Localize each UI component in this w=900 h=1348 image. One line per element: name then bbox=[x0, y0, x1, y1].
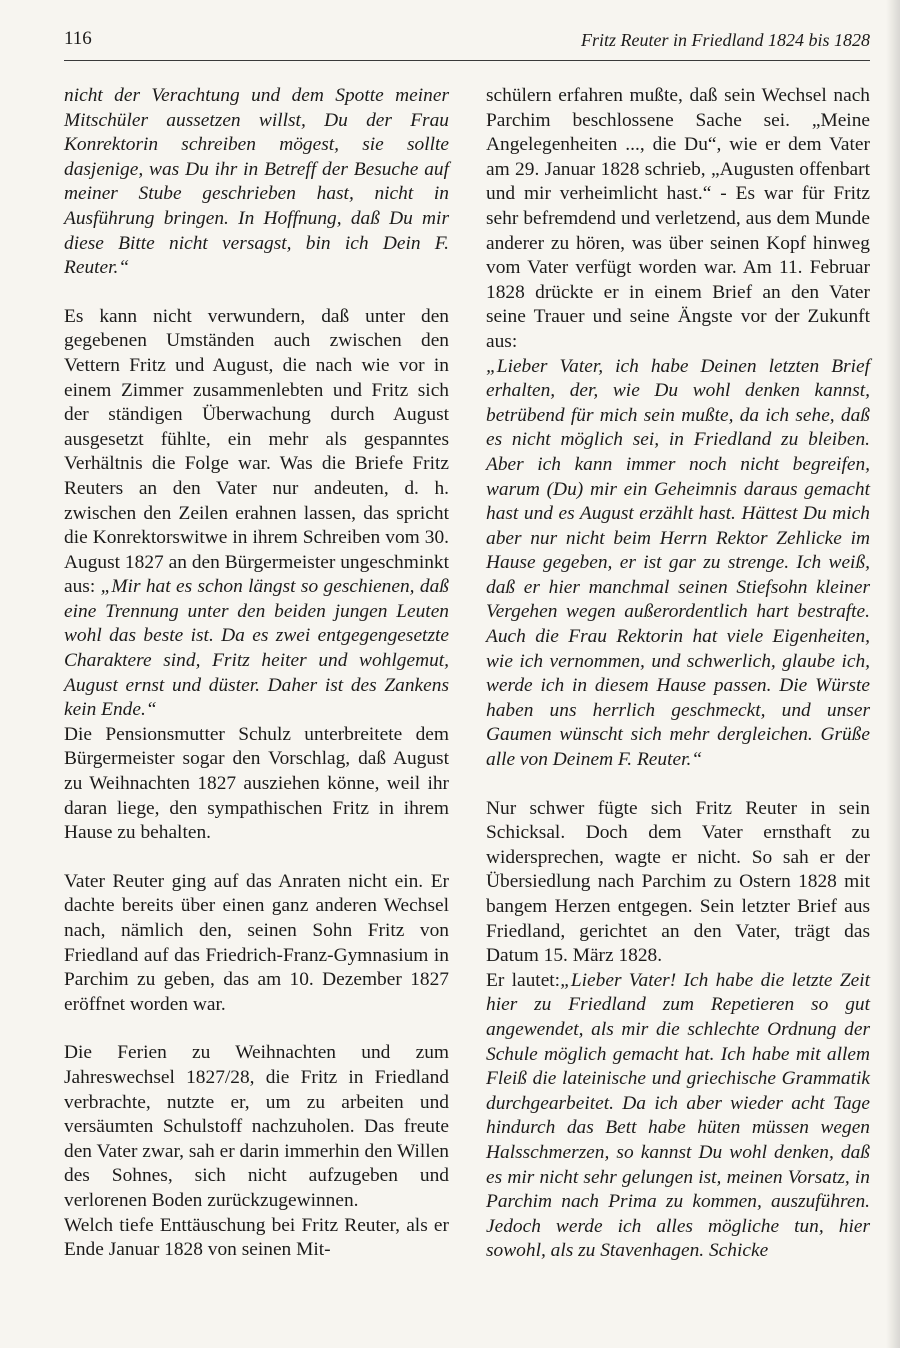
paragraph: Vater Reuter ging auf das Anraten nicht ein. Er dachte bereits über einen ganz anderen Wechsel nach, nämlich den, seinen Sohn Fritz von Friedland auf das Friedrich-Franz-Gymnasium in Parchim zu geben, das am 10. Dezember 1827 eröffnet worden war. bbox=[64, 870, 449, 1015]
quote-text: „Lieber Vater! Ich habe die letzte Zeit hier zu Friedland zum Repetieren so gut angewendet, als mir die schlechte Ordnung der Schule möglich gemacht hat. Ich habe mit allem Fleiß die lateinische und griechische Grammatik durchgearbeitet. Da ich aber wieder acht Tage hindurch das Bett habe hüten müssen wegen Halsschmerzen, so kannst Du wohl denken, daß es mir nicht sehr gelungen ist, meinen Vorsatz, in Parchim nach Prima zu kommen, auszuführen. Jedoch werde ich alles mögliche tun, hier sowohl, als zu Stavenhagen. Schicke bbox=[486, 969, 870, 1262]
letter-quote-end: nicht der Verachtung und dem Spotte meiner Mitschüler aussetzen willst, Du der Frau Konrektorin schreiben mögest, sie sollte dasjenige, was Du ihr in Betreff der Besuche auf meiner Stube geschrieben hast, nicht in Ausführung bringen. In Hoffnung, daß Du mir diese Bitte nicht versagst, bin ich Dein F. Reuter.“ bbox=[64, 85, 449, 279]
paragraph: Nur schwer fügte sich Fritz Reuter in sein Schicksal. Doch dem Vater ernsthaft zu widersprechen, wagte er nicht. So sah er der Übersiedlung nach Parchim zu Ostern 1828 mit bangem Herzen entgegen. Sein letzter Brief aus Friedland, gerichtet an den Vater, trägt das Datum 15. März 1828. bbox=[486, 797, 870, 967]
paragraph: schülern erfahren mußte, daß sein Wechsel nach Parchim beschlossene Sache sei. „Meine Angelegenheiten ..., die Du“, wie er dem Vater am 29. Januar 1828 schrieb, „Augusten offenbart und mir verheimlicht hast.“ - Es war für Fritz sehr befremdend und verletzend, aus dem Munde anderer zu hören, was über seinen Kopf hinweg vom Vater verfügt worden war. Am 11. Februar 1828 drückte er in einem Brief an den Vater seine Trauer und seine Ängste vor der Zukunft aus: bbox=[486, 85, 870, 352]
page-edge-shadow bbox=[886, 0, 900, 1348]
page-header bbox=[64, 26, 870, 61]
paragraph: Die Ferien zu Weihnachten und zum Jahreswechsel 1827/28, die Fritz in Friedland verbrachte, nutzte er, um zu arbeiten und versäumten Schulstoff nachzuholen. Das freute den Vater zwar, sah er darin immerhin den Willen des Sohnes, sich nicht aufzugeben und verlorenen Boden zurückzugewinnen. bbox=[64, 1042, 449, 1211]
paragraph bbox=[64, 305, 449, 723]
paragraph bbox=[486, 969, 870, 1264]
paragraph-text: Er lautet: bbox=[486, 969, 561, 991]
right-column bbox=[486, 84, 870, 1264]
quote-text: „Mir hat es schon längst so geschienen, daß eine Trennung unter den beiden jungen Leuten wohl das beste ist. Da es zwei entgegengesetzte Charaktere sind, Fritz heiter und wohlgemut, August ernst und düster. Daher ist des Zankens kein Ende.“ bbox=[64, 576, 449, 721]
paragraph-text: Es kann nicht verwundern, daß unter den gegebenen Umständen auch zwischen den Vettern Fritz und August, die nach wie vor in einem Zimmer zusammenlebten und Fritz sich der ständigen Überwachung durch August ausgesetzt fühlte, ein mehr als gespanntes Verhältnis die Folge war. Was die Briefe Fritz Reuters an den Vater nur andeuten, d. h. zwischen den Zeilen erahnen lassen, das spricht die Konrektorswitwe in ihrem Schreiben vom 30. August 1827 an den Bürgermeister ungeschminkt aus: bbox=[64, 305, 449, 598]
letter-quote: „Lieber Vater, ich habe Deinen letzten Brief erhalten, der, wie Du wohl denken kannst, betrübend für mich sein mußte, da ich sehe, daß es nicht möglich sei, in Friedland zu bleiben. Aber ich kann immer noch nicht begreifen, warum (Du) mir ein Geheimnis daraus gemacht hast und es August erzählt hast. Hättest Du mich aber nur nicht beim Herrn Rektor Zehlicke im Hause gegeben, er ist gar zu strenge. Ich weiß, daß er hier manchmal seinen Stiefsohn kleiner Vergehen wegen außerordentlich hart bestrafte. Auch die Frau Rektorin hat viele Eigenheiten, wie ich vernommen, und schwerlich, glaube ich, werde ich in diesem Hause passen. Die Würste haben uns herrlich geschmeckt, und unser Gaumen wünscht sich mehr dergleichen. Grüße alle von Deinem F. Reuter.“ bbox=[486, 355, 870, 771]
paragraph: Welch tiefe Enttäuschung bei Fritz Reuter, als er Ende Januar 1828 von seinen Mit- bbox=[64, 1214, 449, 1261]
paragraph: Die Pensionsmutter Schulz unterbreitete dem Bürgermeister sogar den Vorschlag, daß August zu Weihnachten 1827 ausziehen könne, weil ihr daran liege, den sympathischen Fritz in ihrem Hause zu behalten. bbox=[64, 723, 449, 844]
left-column bbox=[64, 84, 449, 1263]
page-number: 116 bbox=[64, 28, 92, 49]
running-title: Fritz Reuter in Friedland 1824 bis 1828 bbox=[581, 30, 870, 50]
